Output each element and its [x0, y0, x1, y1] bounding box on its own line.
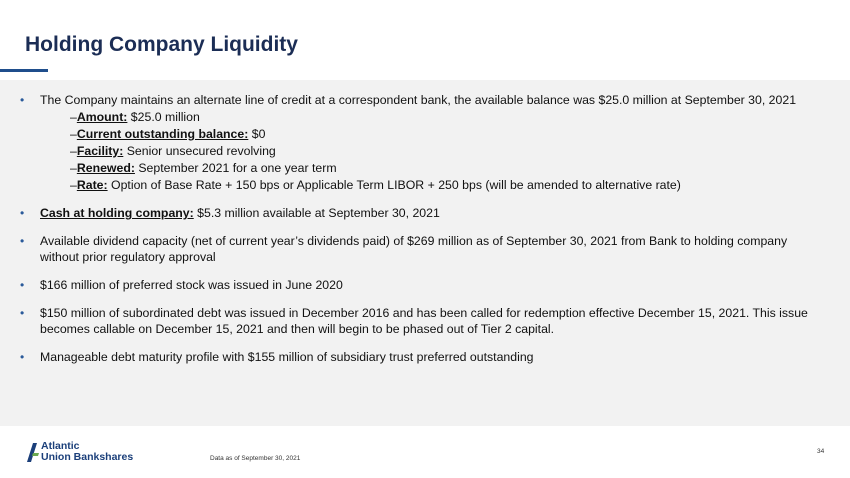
title-underline: [0, 69, 48, 72]
bullet-preferred: [20, 277, 820, 293]
logo-line2: Union Bankshares: [41, 451, 134, 463]
logo-mark-icon: [25, 440, 41, 464]
sub-label: Current outstanding balance:: [76, 127, 249, 141]
sub-label: Renewed:: [76, 161, 135, 175]
sub-item-facility: –Facility: Senior unsecured revolving: [70, 144, 276, 158]
page-title: Holding Company Liquidity: [25, 33, 298, 56]
bullet-list: [20, 92, 820, 365]
sub-label: Facility:: [76, 144, 124, 158]
bullet-icon: •: [20, 93, 25, 107]
sub-item-amount: –Amount: $25.0 million: [70, 110, 200, 124]
bullet-credit-line: [20, 92, 820, 193]
sub-label: Rate:: [76, 178, 108, 192]
bullet-text: The Company maintains an alternate line of credit at a correspondent bank, the available balance was $25.0 million at September 30, 2021: [40, 93, 797, 107]
bullet-text: Available dividend capacity (net of current year’s dividends paid) of $269 million as of September 30, 2021 from Bank to holding company without prior regulatory approval: [40, 234, 788, 264]
sub-label: Amount:: [76, 110, 128, 124]
sub-text: September 2021 for a one year term: [134, 161, 337, 175]
bullet-text: $166 million of preferred stock was issued in June 2020: [40, 278, 343, 292]
bullet-icon: •: [20, 278, 25, 292]
bullet-label: Cash at holding company:: [40, 206, 194, 220]
bullet-icon: •: [20, 206, 25, 220]
logo-line1: Atlantic: [41, 440, 80, 452]
bullet-text: Manageable debt maturity profile with $155 million of subsidiary trust preferred outstanding: [40, 350, 534, 364]
sub-text: $25.0 million: [127, 110, 200, 124]
bullet-cash: [20, 205, 820, 221]
sub-text: Senior unsecured revolving: [123, 144, 276, 158]
bullet-text: $5.3 million available at September 30, 2021: [193, 206, 440, 220]
bullet-icon: •: [20, 234, 25, 248]
footnote: Data as of September 30, 2021: [210, 455, 301, 462]
sub-item-rate: –Rate: Option of Base Rate + 150 bps or Applicable Term LIBOR + 250 bps (will be amended to alternative rate): [70, 178, 681, 192]
bullet-text: $150 million of subordinated debt was issued in December 2016 and has been called for redemption effective December 15, 2021. This issue becomes callable on December 15, 2021 and then will begin to be phased out of Tier 2 capital.: [40, 306, 808, 336]
sub-item-renewed: –Renewed: September 2021 for a one year term: [70, 161, 337, 175]
company-logo: [25, 440, 175, 464]
page-number: 34: [817, 448, 825, 455]
bullet-debt-maturity: [20, 349, 820, 365]
bullet-dividend: [20, 233, 820, 265]
sub-text: Option of Base Rate + 150 bps or Applicable Term LIBOR + 250 bps (will be amended to alternative rate): [107, 178, 681, 192]
sub-text: $0: [248, 127, 266, 141]
bullet-subordinated-debt: [20, 305, 820, 337]
bullet-icon: •: [20, 306, 25, 320]
sub-item-balance: –Current outstanding balance: $0: [70, 127, 266, 141]
bullet-icon: •: [20, 350, 25, 364]
